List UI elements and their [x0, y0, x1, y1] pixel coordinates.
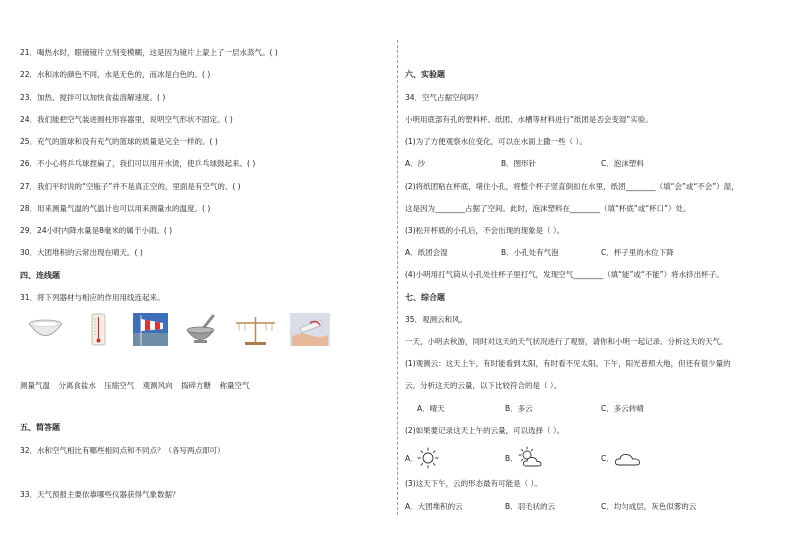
option-b[interactable]: B．羽毛状的云 [505, 502, 556, 511]
true-false-question-23: 23．加热、搅拌可以加快食盐溶解速度。( ) [20, 93, 166, 102]
q34-part4: (4)小明用打气筒从小孔处往杯子里打气，发现空气________（填“能”或“不能”）将水挤出杯子。 [405, 270, 724, 279]
label-weigh-air[interactable]: 称量空气 [219, 381, 250, 390]
option-c[interactable]: C． [601, 454, 614, 463]
label-observe-wind[interactable]: 观测风向 [142, 381, 173, 390]
mortar-pestle-icon[interactable] [183, 313, 218, 346]
option-b[interactable]: B．多云 [505, 404, 533, 413]
q35-part3: (3)这天下午，云的形态最有可能是（ ）。 [405, 479, 542, 488]
option-b[interactable]: B．小孔处有气泡 [501, 248, 559, 257]
true-false-question-21: 21．喝热水时，眼镜镜片立刻变模糊，这是因为镜片上蒙上了一层水蒸气。( ) [20, 48, 278, 57]
column-divider [397, 40, 398, 515]
section6-title: 六、实验题 [405, 70, 445, 79]
q34-part1: (1)为了方便观察水位变化，可以在水面上撒一些（ ）。 [405, 137, 587, 146]
q34-part3: (3)松开杯底的小孔后，不会出现的现象是（ ）。 [405, 226, 565, 235]
true-false-question-26: 26．不小心将乒乓球捏扁了，我们可以用开水烫，使乒乓球鼓起来。( ) [20, 159, 256, 168]
q34-part2-b: 这是因为________占据了空间。此时，泡沫塑料在________（填“杯底”或“杯口”）处。 [405, 204, 691, 213]
option-c[interactable]: C．杯子里的水位下降 [601, 248, 674, 257]
option-a[interactable]: A． [405, 454, 418, 463]
sun-icon[interactable] [417, 447, 439, 469]
q35-part2-options [405, 452, 780, 472]
option-a[interactable]: A．大团堆积的云 [405, 502, 463, 511]
q35-part2: (2)如果要记录这天上午的云量，可以选择（ ）。 [405, 426, 565, 435]
sun-cloud-icon[interactable] [517, 446, 545, 470]
q31-label-row [20, 380, 255, 391]
true-false-question-22: 22．水和冰的颜色不同，水是无色的，而冰是白色的。( ) [20, 70, 211, 79]
cloud-icon[interactable] [613, 447, 643, 469]
true-false-question-29: 29．24小时内降水量是8毫米的属于小雨。( ) [20, 226, 173, 235]
true-false-question-24: 24．我们能把空气装进圆柱形容器里，说明空气形状不固定。( ) [20, 115, 233, 124]
option-c[interactable]: C．多云转晴 [601, 404, 644, 413]
q34-intro: 小明用底部有孔的塑料杯、纸团、水槽等材料进行“纸团是否会变湿”实验。 [405, 115, 653, 124]
windsock-icon[interactable] [133, 313, 168, 346]
true-false-question-30: 30．大团堆积的云常出现在晴天。( ) [20, 248, 143, 257]
option-b[interactable]: B．图形针 [501, 159, 537, 168]
option-a[interactable]: A．晴天 [417, 404, 445, 413]
true-false-question-27: 27．我们平时说的“空瓶子”并不是真正空的，里面是有空气的。( ) [20, 182, 241, 191]
section7-title: 七、综合题 [405, 293, 445, 302]
q35-intro: 一天，小明去秋游，同时对这天的天气状况进行了观察，请你和小明一起记录、分析这天的天气。 [405, 337, 728, 346]
q35-part1-a: (1)观测云：这天上午，有时能看到太阳，有时看不见太阳。下午，阳光普照大地，但还有很少量的 [405, 359, 731, 368]
label-separate-salt-water[interactable]: 分离食盐水 [58, 381, 96, 390]
label-compress-air[interactable]: 压缩空气 [104, 381, 135, 390]
question-31: 31．将下列器材与相应的作用用线连起来。 [20, 293, 165, 302]
option-a[interactable]: A．纸团会湿 [405, 248, 448, 257]
label-crush-sugar[interactable]: 捣碎方糖 [181, 381, 212, 390]
option-b[interactable]: B． [505, 454, 518, 463]
q35-part1-b: 云。分析这天的云量，以下比较符合的是（ ）。 [405, 381, 562, 390]
option-c[interactable]: C．泡沫塑料 [601, 159, 644, 168]
question-34: 34．空气占据空间吗？ [405, 93, 483, 102]
label-measure-temperature[interactable]: 测量气温 [20, 381, 50, 390]
question-33: 33．天气预报主要依靠哪些仪器获得气象数据？ [20, 490, 180, 499]
evaporating-dish-icon[interactable] [28, 313, 63, 346]
option-a[interactable]: A．沙 [405, 159, 426, 168]
q34-part2-a: (2)将纸团粘在杯底，堵住小孔，将整个杯子竖直倒扣在水里，纸团________（填“会”或“不会”）湿， [405, 182, 739, 191]
section5-title: 五、简答题 [20, 423, 60, 432]
equipment-images [28, 313, 328, 348]
question-32: 32．水和空气相比有哪些相同点和不同点？（各写两点即可） [20, 446, 225, 455]
syringe-hand-icon[interactable] [290, 313, 330, 346]
option-c[interactable]: C．均匀成层，灰色似雾的云 [601, 502, 697, 511]
true-false-question-28: 28．用来测量气温的气温计也可以用来测量水的温度。( ) [20, 204, 211, 213]
question-35: 35．观测云和风。 [405, 315, 468, 324]
thermometer-icon[interactable] [81, 313, 116, 346]
true-false-question-25: 25．充气的篮球和没有充气的篮球的质量是完全一样的。( ) [20, 137, 218, 146]
balance-rack-icon[interactable] [233, 313, 278, 346]
section4-title: 四、连线题 [20, 271, 60, 280]
